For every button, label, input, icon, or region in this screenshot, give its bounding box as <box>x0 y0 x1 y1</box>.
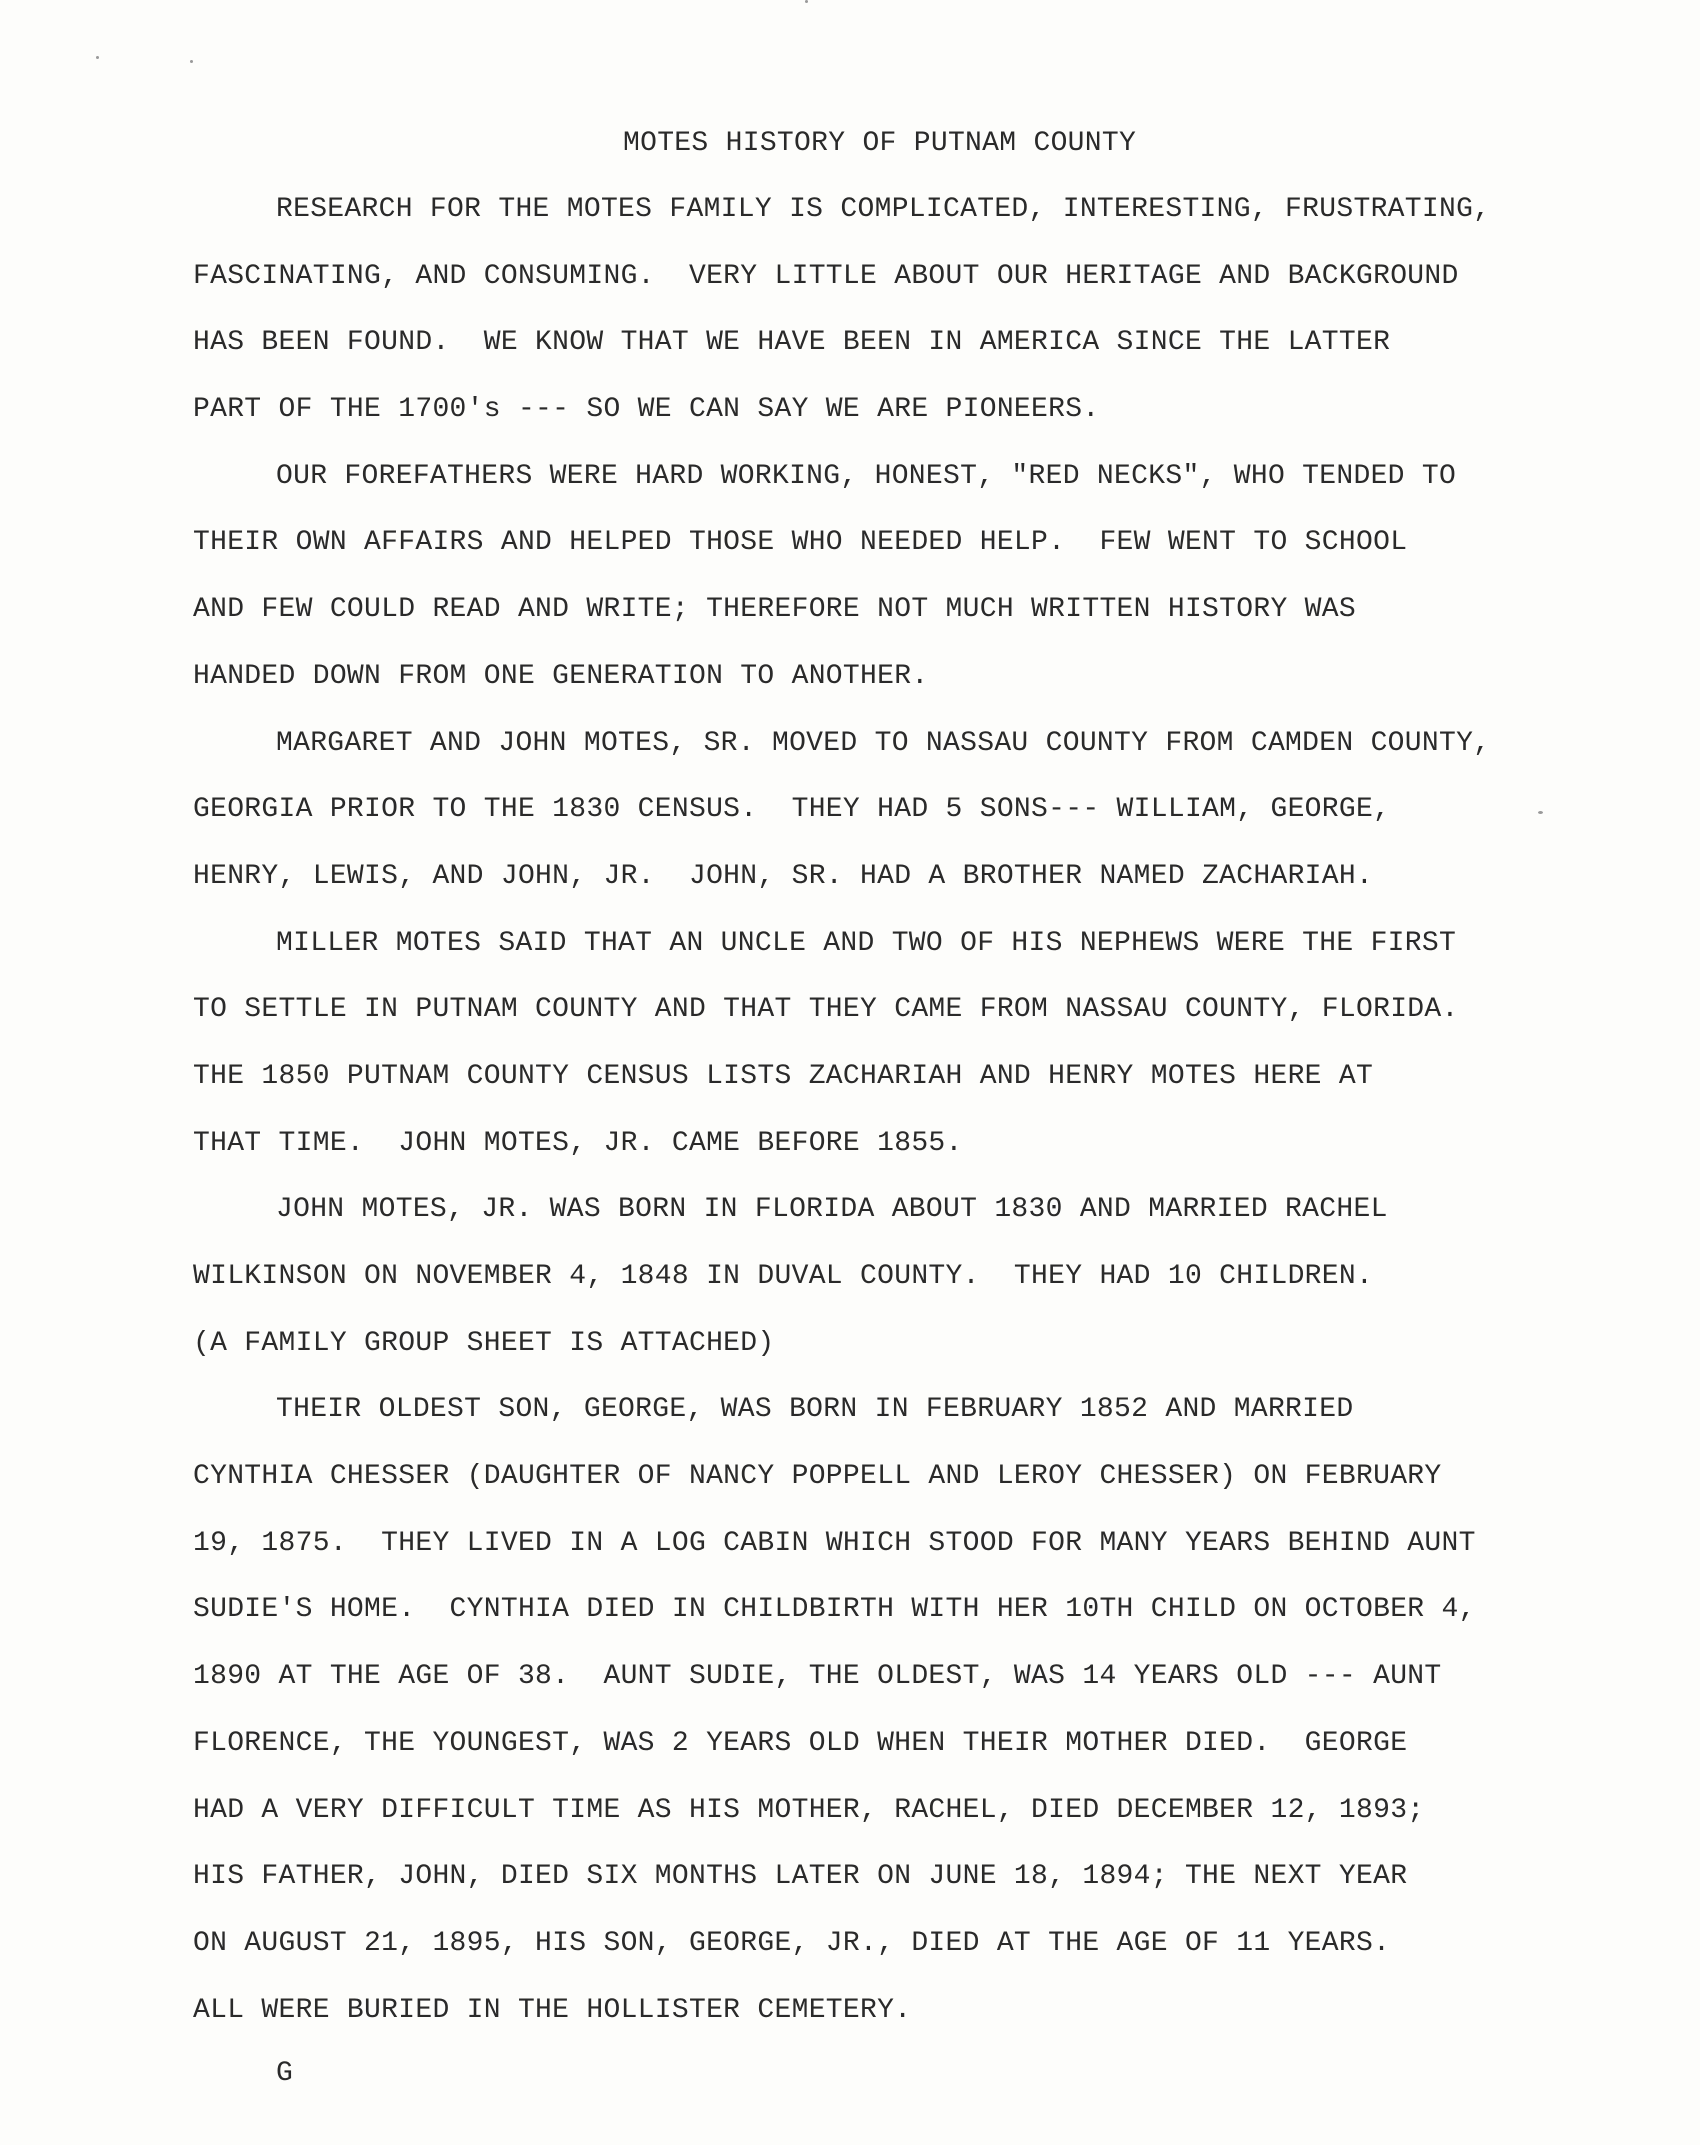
text-line: TO SETTLE IN PUTNAM COUNTY AND THAT THEY CAME FROM NASSAU COUNTY, FLORIDA. <box>193 994 1459 1026</box>
page-title: MOTES HISTORY OF PUTNAM COUNTY <box>623 128 1137 159</box>
text-line: WILKINSON ON NOVEMBER 4, 1848 IN DUVAL COUNTY. THEY HAD 10 CHILDREN. <box>193 1261 1374 1292</box>
text-line: SUDIE'S HOME. CYNTHIA DIED IN CHILDBIRTH WITH HER 10TH CHILD ON OCTOBER 4, <box>193 1594 1476 1626</box>
text-line: THE 1850 PUTNAM COUNTY CENSUS LISTS ZACHARIAH AND HENRY MOTES HERE AT <box>193 1060 1374 1092</box>
text-line: THEIR OWN AFFAIRS AND HELPED THOSE WHO NEEDED HELP. FEW WENT TO SCHOOL <box>193 527 1408 559</box>
text-line: RESEARCH FOR THE MOTES FAMILY IS COMPLICATED, INTERESTING, FRUSTRATING, <box>276 194 1491 225</box>
text-line: HANDED DOWN FROM ONE GENERATION TO ANOTHER. <box>193 660 929 692</box>
text-line: MILLER MOTES SAID THAT AN UNCLE AND TWO OF HIS NEPHEWS WERE THE FIRST <box>276 927 1457 959</box>
text-line: FASCINATING, AND CONSUMING. VERY LITTLE ABOUT OUR HERITAGE AND BACKGROUND <box>193 260 1459 292</box>
text-line: ON AUGUST 21, 1895, HIS SON, GEORGE, JR., DIED AT THE AGE OF 11 YEARS. <box>193 1927 1391 1959</box>
text-line: (A FAMILY GROUP SHEET IS ATTACHED) <box>193 1327 775 1359</box>
text-line: HIS FATHER, JOHN, DIED SIX MONTHS LATER ON JUNE 18, 1894; THE NEXT YEAR <box>193 1861 1408 1893</box>
text-line: JOHN MOTES, JR. WAS BORN IN FLORIDA ABOUT 1830 AND MARRIED RACHEL <box>276 1194 1388 1226</box>
text-line: THEIR OLDEST SON, GEORGE, WAS BORN IN FEBRUARY 1852 AND MARRIED <box>276 1394 1354 1426</box>
trailing-marker: G <box>276 2058 294 2089</box>
text-line: AND FEW COULD READ AND WRITE; THEREFORE NOT MUCH WRITTEN HISTORY WAS <box>193 594 1356 626</box>
text-line: CYNTHIA CHESSER (DAUGHTER OF NANCY POPPELL AND LEROY CHESSER) ON FEBRUARY <box>193 1461 1442 1493</box>
text-line: THAT TIME. JOHN MOTES, JR. CAME BEFORE 1855. <box>193 1127 963 1159</box>
text-line: ALL WERE BURIED IN THE HOLLISTER CEMETERY. <box>193 1994 912 2026</box>
text-line: GEORGIA PRIOR TO THE 1830 CENSUS. THEY HAD 5 SONS--- WILLIAM, GEORGE, <box>193 794 1391 826</box>
text-line: HAS BEEN FOUND. WE KNOW THAT WE HAVE BEEN IN AMERICA SINCE THE LATTER <box>193 327 1391 359</box>
text-line: FLORENCE, THE YOUNGEST, WAS 2 YEARS OLD WHEN THEIR MOTHER DIED. GEORGE <box>193 1727 1408 1759</box>
paper-speck <box>805 0 808 3</box>
text-line: HAD A VERY DIFFICULT TIME AS HIS MOTHER, RACHEL, DIED DECEMBER 12, 1893; <box>193 1794 1425 1826</box>
text-line: 19, 1875. THEY LIVED IN A LOG CABIN WHICH STOOD FOR MANY YEARS BEHIND AUNT <box>193 1527 1476 1559</box>
text-line: OUR FOREFATHERS WERE HARD WORKING, HONEST, "RED NECKS", WHO TENDED TO <box>276 460 1457 492</box>
text-line: PART OF THE 1700's --- SO WE CAN SAY WE ARE PIONEERS. <box>193 394 1100 426</box>
paper-speck <box>1538 811 1543 814</box>
text-line: HENRY, LEWIS, AND JOHN, JR. JOHN, SR. HAD A BROTHER NAMED ZACHARIAH. <box>193 860 1374 892</box>
text-line: MARGARET AND JOHN MOTES, SR. MOVED TO NASSAU COUNTY FROM CAMDEN COUNTY, <box>276 727 1491 759</box>
paper-speck <box>190 60 193 63</box>
paper-speck <box>96 56 99 59</box>
document-body <box>193 192 1513 2059</box>
text-line: 1890 AT THE AGE OF 38. AUNT SUDIE, THE OLDEST, WAS 14 YEARS OLD --- AUNT <box>193 1661 1442 1693</box>
